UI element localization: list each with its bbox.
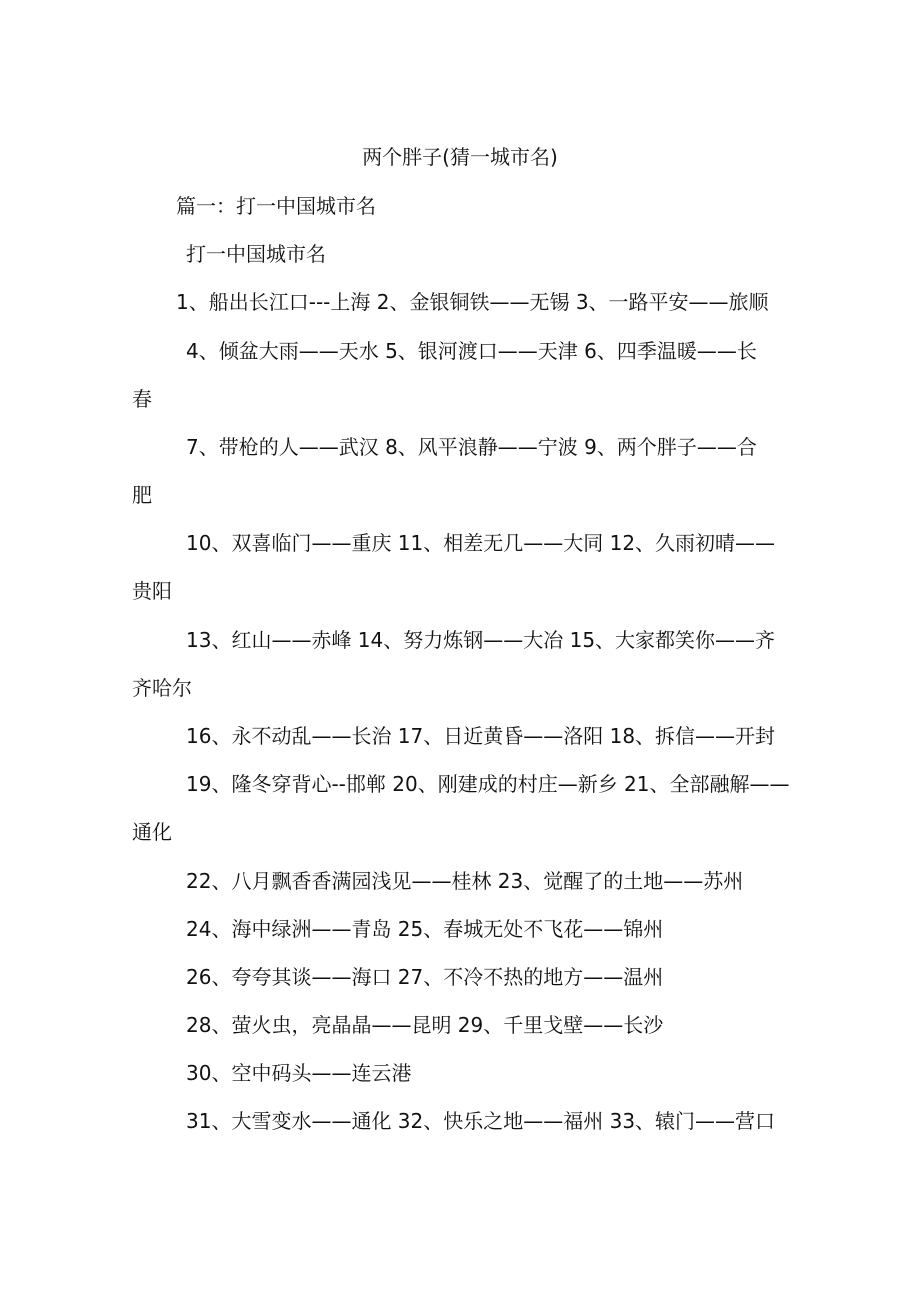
riddle-line: 4、倾盆大雨——天水 5、银河渡口——天津 6、四季温暖——长 [186,339,757,363]
riddle-line: 30、空中码头——连云港 [186,1061,412,1085]
riddle-line-continuation: 春 [132,387,152,411]
riddle-line: 28、萤火虫，亮晶晶——昆明 29、千里戈壁——长沙 [186,1013,664,1037]
riddle-line: 7、带枪的人——武汉 8、风平浪静——宁波 9、两个胖子——合 [186,435,757,459]
riddle-line-continuation: 通化 [132,820,172,844]
riddle-line: 16、永不动乱——长治 17、日近黄昏——洛阳 18、拆信——开封 [186,724,776,748]
section-heading: 篇一：打一中国城市名 [176,194,376,218]
subheading: 打一中国城市名 [186,242,326,266]
riddle-line-continuation: 齐哈尔 [132,676,192,700]
document-title: 两个胖子(猜一城市名) [362,145,558,169]
riddle-line: 10、双喜临门——重庆 11、相差无几——大同 12、久雨初晴—— [186,531,776,555]
riddle-line: 24、海中绿洲——青岛 25、春城无处不飞花——锦州 [186,917,664,941]
riddle-line: 13、红山——赤峰 14、努力炼钢——大冶 15、大家都笑你——齐 [186,628,776,652]
riddle-line-continuation: 肥 [132,483,152,507]
riddle-line-continuation: 贵阳 [132,579,172,603]
riddle-line: 19、隆冬穿背心--邯郸 20、刚建成的村庄—新乡 21、全部融解—— [186,772,790,796]
riddle-line: 26、夸夸其谈——海口 27、不冷不热的地方——温州 [186,965,664,989]
riddle-line: 22、八月飘香香满园浅见——桂林 23、觉醒了的土地——苏州 [186,869,744,893]
riddle-line: 31、大雪变水——通化 32、快乐之地——福州 33、辕门——营口 [186,1109,776,1133]
riddle-line: 1、船出长江口---上海 2、金银铜铁——无锡 3、一路平安——旅顺 [176,290,769,314]
